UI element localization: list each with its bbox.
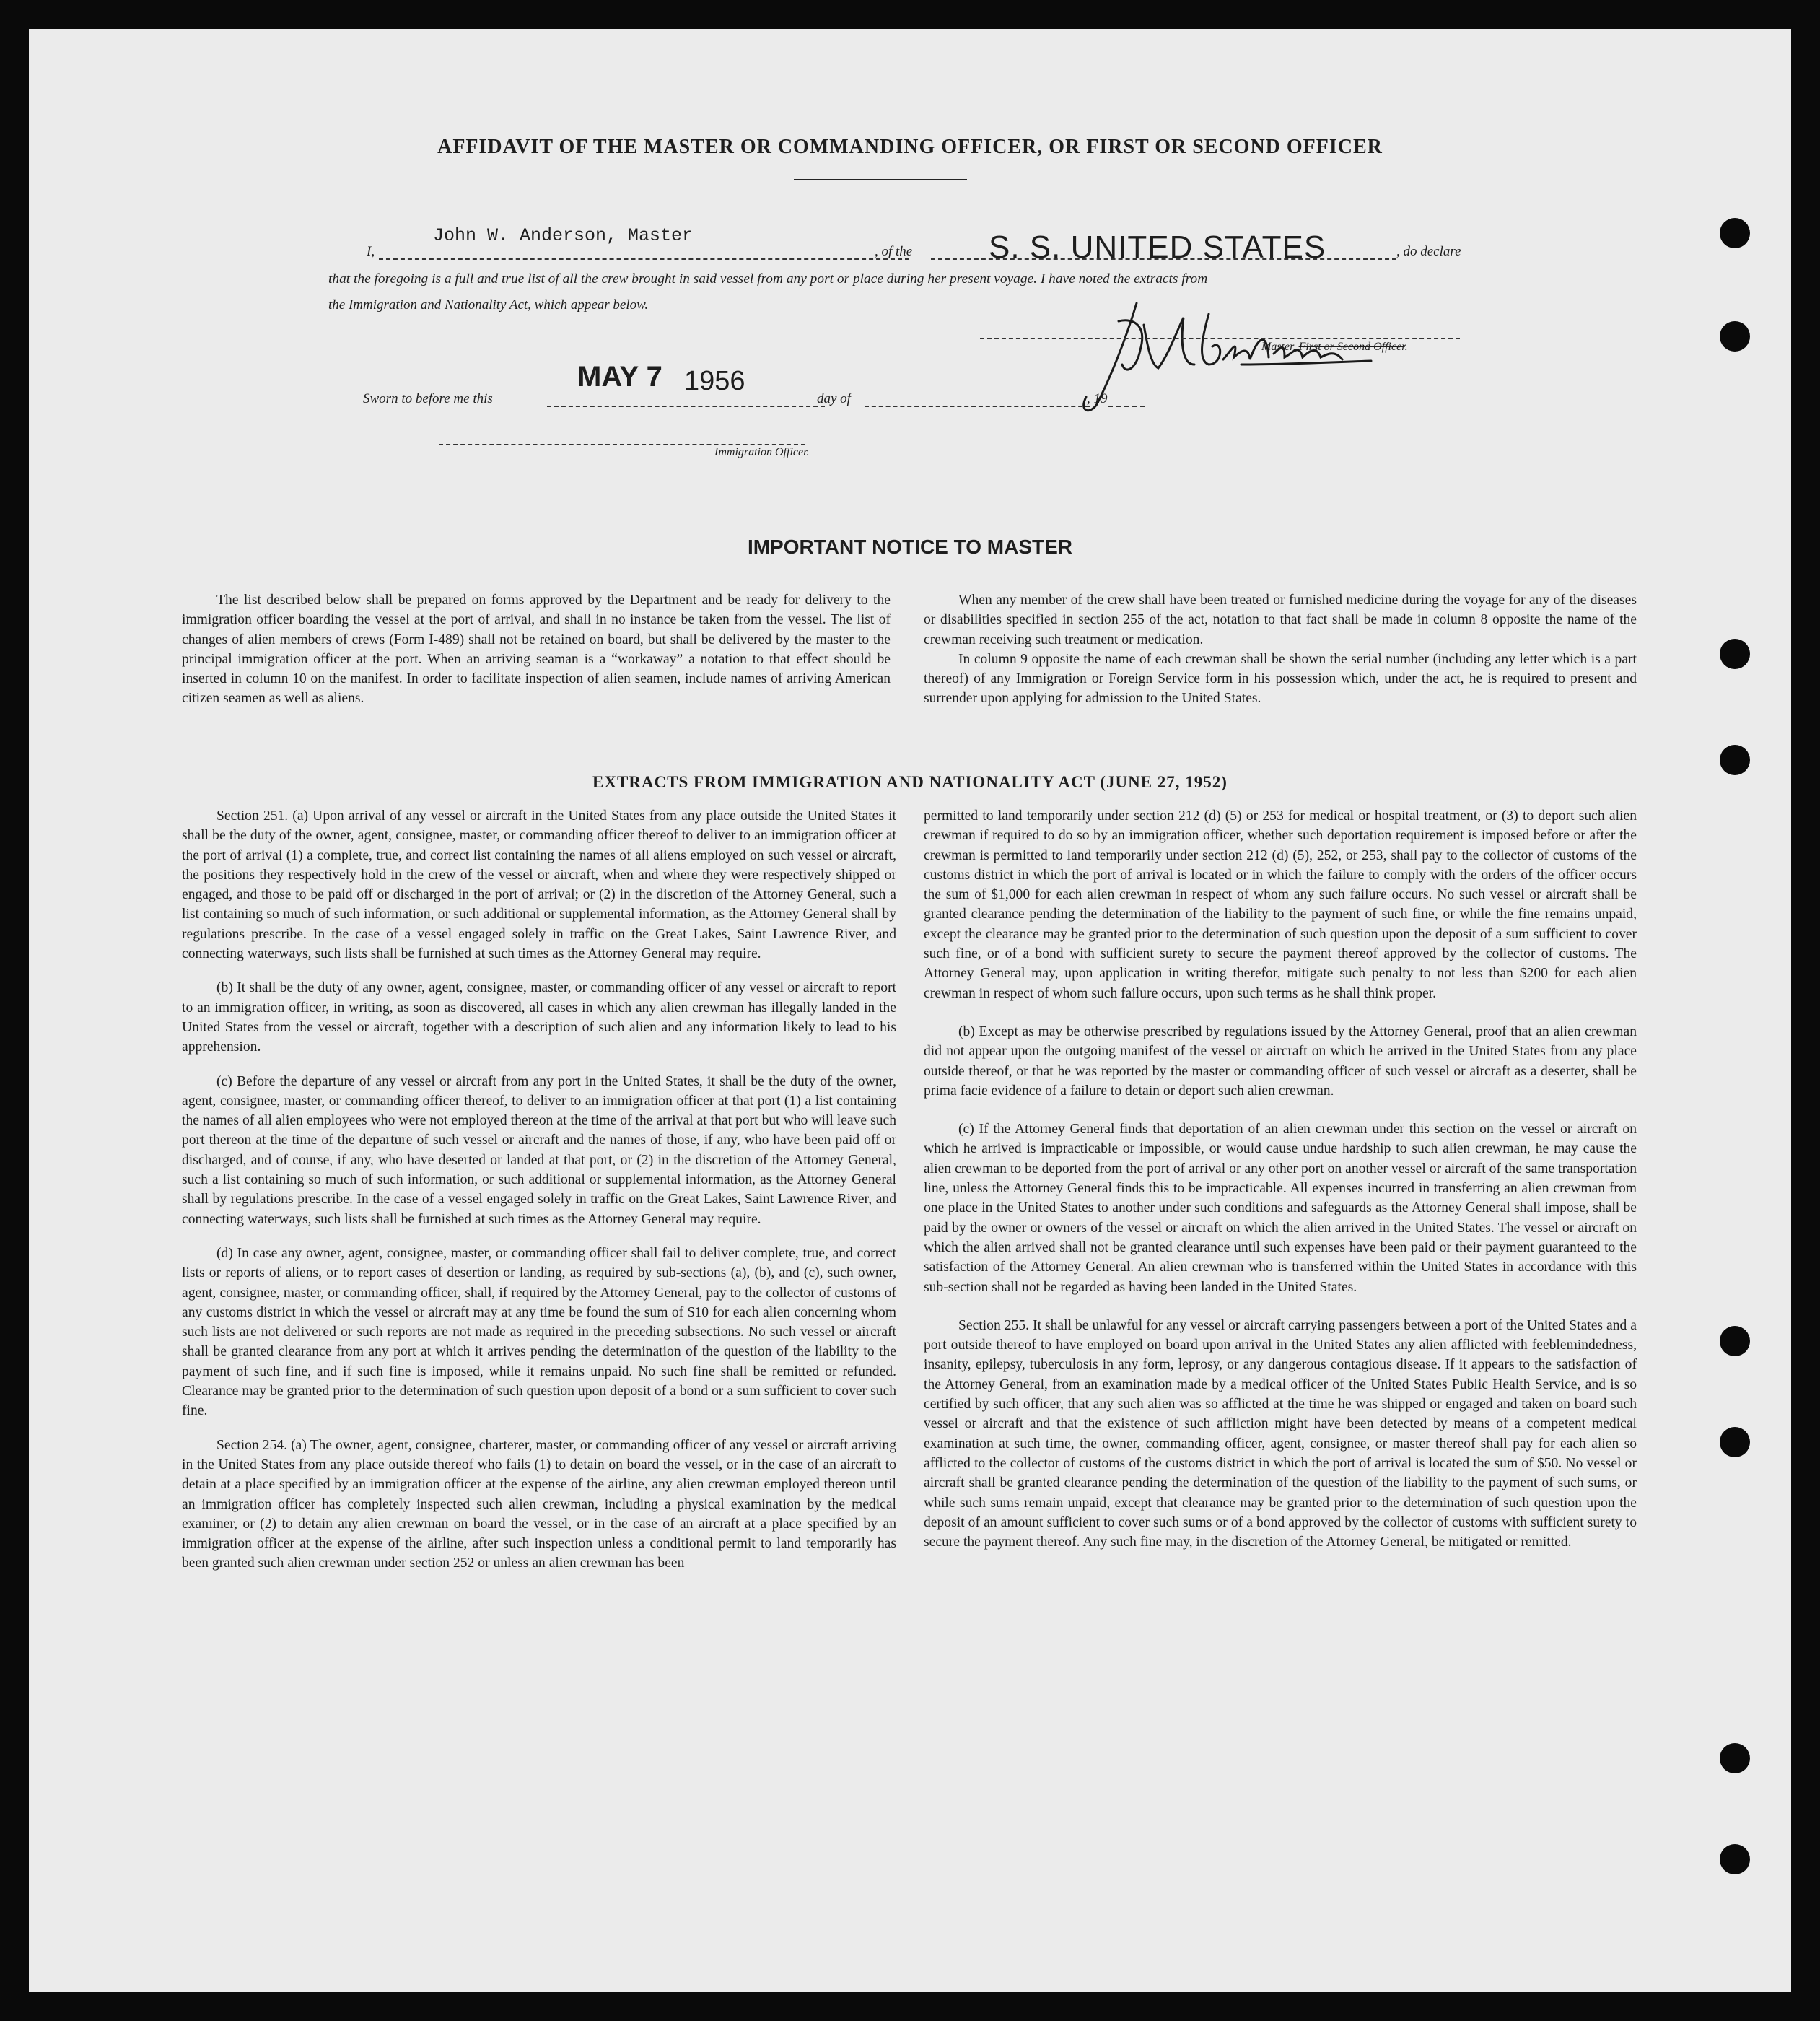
punch-hole xyxy=(1720,218,1750,248)
declaration-line-1: that the foregoing is a full and true list of all the crew brought in said vessel from any port or place during her present voyage. I have noted the extracts from xyxy=(328,271,1208,287)
notice-heading: IMPORTANT NOTICE TO MASTER xyxy=(747,536,1073,558)
punch-hole xyxy=(1720,1844,1750,1874)
section-251a: Section 251. (a) Upon arrival of any vessel or aircraft in the United States from any place outside the United States it shall be the duty of the owner, agent, consignee, master, or commanding officer thereof to deliver to an immigration officer at the port of arrival (1) a complete, true, and correct list containing the names of all aliens employed on such vessel or aircraft, the positions they respectively hold in the crew of the vessel or aircraft, when and where they were respectively shipped or engaged, and those to be paid off or discharged in the port of arrival; or (2) in the discretion of the Attorney General, such a list containing so much of such information, or such additional or supplemental information, as the Attorney General shall by regulations prescribe. In the case of a vessel engaged solely in traffic on the Great Lakes, Saint Lawrence River, and connecting waterways, such lists shall be furnished at such times as the Attorney General may require. xyxy=(182,808,896,962)
of-the-label: , of the xyxy=(875,244,913,259)
year-line xyxy=(1108,406,1145,407)
extracts-right-column xyxy=(924,806,1637,1566)
date-stamp-year: 1956 xyxy=(684,366,745,396)
extracts-left-column xyxy=(182,806,896,1588)
affidavit-title: AFFIDAVIT OF THE MASTER OR COMMANDING OFFICER, OR FIRST OR SECOND OFFICER xyxy=(437,136,1383,158)
notice-left-column xyxy=(182,590,891,709)
document-page xyxy=(29,29,1791,1992)
master-caption-struck: First or Second Officer xyxy=(1298,341,1405,353)
notice-left-paragraph: The list described below shall be prepared on forms approved by the Department and be ready for delivery to the immigration officer boarding the vessel at the port of arrival, and shall in no instance be taken from the vessel. The list of changes of alien members of crews (Form I-489) shall not be retained on board, but shall be delivered by the master to the principal immigration officer at the port. When an arriving seaman is a “workaway” a notation to that effect should be inserted in column 10 on the manifest. In order to facilitate inspection of alien seamen, include names of arriving American citizen seamen as well as aliens. xyxy=(182,593,891,707)
punch-hole xyxy=(1720,321,1750,352)
notice-right-column xyxy=(924,590,1637,709)
signature-line xyxy=(980,338,1460,339)
year-prefix: , 19 xyxy=(1087,391,1108,406)
date-stamp: MAY 7 xyxy=(577,361,662,393)
declaration-line-2: the Immigration and Nationality Act, which appear below. xyxy=(328,297,649,313)
section-251c: (c) Before the departure of any vessel or aircraft from any port in the United States, it shall be the duty of the owner, agent, consignee, master, or commanding officer thereof, to deliver to an immigration officer at that port (1) a list containing the names of all alien employees who were not employed thereon at the time of the arrival at that port but who will leave such port thereon at the time of the departure of such vessel or aircraft and the names of those, if any, who have been paid off or discharged, and of course, if any, who have deserted or landed at that port, or (2) in the discretion of the Attorney General, such a list containing so much of such information, or such additional or supplemental information, as the Attorney General shall by regulations prescribe. In the case of a vessel engaged solely in traffic on the Great Lakes, Saint Lawrence River, and connecting waterways, such lists shall be furnished at such times as the Attorney General may require. xyxy=(182,1073,896,1227)
notice-right-paragraph-2: In column 9 opposite the name of each crewman shall be shown the serial number (including any letter which is a part thereof) of any Immigration or Foreign Service form in his possession which, under the act, he is required to present and surrender upon applying for admission to the United States. xyxy=(924,651,1637,707)
section-254b: (b) Except as may be otherwise prescribed by regulations issued by the Attorney General, proof that an alien crewman did not appear upon the outgoing manifest of the vessel or aircraft on which he arrived in the United States from any place outside thereof, or that he was reported by the master or commanding officer of such vessel or aircraft as a deserter, shall be prima facie evidence of a failure to detain or deport such alien crewman. xyxy=(924,1023,1637,1099)
immigration-officer-caption: Immigration Officer. xyxy=(714,446,810,458)
sworn-day-line xyxy=(547,406,825,407)
notice-right-paragraph-1: When any member of the crew shall have been treated or furnished medicine during the voyage for any of the diseases or disabilities specified in section 255 of the act, notation to that fact shall be made in column 8 opposite the name of the crewman receiving such treatment or medication. xyxy=(924,593,1637,647)
section-254c: (c) If the Attorney General finds that deportation of an alien crewman under this section on the vessel or aircraft on which he arrived is impracticable or impossible, or would cause undue hardship to such alien crewman, he may cause the alien crewman to be deported from the port of arrival or any other port on another vessel or aircraft of the same transportation line, unless the Attorney General finds this to be impracticable. All expenses incurred in transferring an alien crewman from one place in the United States to another under such conditions and safeguards as the Attorney General shall impose, shall be paid by the owner or owners of the vessel or aircraft on which the alien arrived in the United States. The vessel or aircraft on which the alien arrived shall not be granted clearance until such expenses have been paid or their payment guaranteed to the satisfaction of the Attorney General. An alien crewman who is transferred within the United States in accordance with this sub-section shall not be regarded as having been landed in the United States. xyxy=(924,1122,1637,1295)
title-rule xyxy=(794,179,967,180)
vessel-name-field: S. S. UNITED STATES xyxy=(989,230,1326,265)
section-251d: (d) In case any owner, agent, consignee, master, or commanding officer shall fail to deliver complete, true, and correct lists or reports of aliens, or to report cases of desertion or landing, as required by sub-sections (a), (b), and (c), such owner, agent, consignee, master, or commanding officer, shall, if required by the Attorney General, pay to the collector of customs of any customs district in which the vessel or aircraft may at any time be found the sum of $10 for each alien concerning whom such lists are not delivered or such reports are not made as required in the preceding subsections. No such vessel or aircraft shall be granted clearance from any port at which it arrives pending the determination of the question of the liability to the payment of such fine, and if such fine is imposed, while it remains unpaid. No such fine shall be remitted or refunded. Clearance may be granted prior to the determination of such question upon deposit of a bond or a sum sufficient to cover such fine. xyxy=(182,1245,896,1419)
i-label: I, xyxy=(367,244,375,259)
sworn-label: Sworn to before me this xyxy=(363,391,493,406)
extracts-heading: EXTRACTS FROM IMMIGRATION AND NATIONALITY ACT (JUNE 27, 1952) xyxy=(592,773,1228,791)
punch-hole xyxy=(1720,1743,1750,1773)
master-caption-end: . xyxy=(1404,341,1408,353)
master-name-field: John W. Anderson, Master xyxy=(433,225,694,246)
month-line xyxy=(865,406,1090,407)
officer-line xyxy=(439,444,805,445)
section-254a: Section 254. (a) The owner, agent, consignee, charterer, master, or commanding officer of any vessel or aircraft arriving in the United States from any place outside thereof who fails (1) to detain on board the vessel, or in the case of an aircraft to detain at a place specified by an immigration officer at the expense of the airline, any alien crewman employed thereon until an immigration officer has completely inspected such alien crewman, including a physical examination by the medical examiner, or (2) to detain any alien crewman on board the vessel, or in the case of an aircraft at a place specified by an immigration officer at the expense of the airline, after such inspection unless a conditional permit to land temporarily has been granted such alien crewman under section 252 or unless an alien crewman has been xyxy=(182,1437,896,1571)
master-caption-text: Master, xyxy=(1261,341,1296,353)
section-251b: (b) It shall be the duty of any owner, agent, consignee, master, or commanding officer of any vessel or aircraft to report to an immigration officer, in writing, as soon as discovered, all cases in which any alien crewman has illegally landed in the United States from the vessel or aircraft, together with a description of such alien and any information likely to lead to his apprehension. xyxy=(182,980,896,1055)
punch-hole xyxy=(1720,1427,1750,1457)
master-signature xyxy=(1068,296,1386,422)
do-declare-label: , do declare xyxy=(1396,244,1461,259)
name-line xyxy=(379,258,909,260)
section-254a-continued: permitted to land temporarily under section 212 (d) (5) or 253 for medical or hospital treatment, or (3) to deport such alien crewman if required to do so by an immigration officer, whether such deportation requirement is imposed before or after the crewman is permitted to land temporarily under section 212 (d) (5), 252, or 253, shall pay to the collector of customs of the customs district in which the port of arrival is located or in which the failure to comply with the orders of the officer occurs the sum of $1,000 for each alien crewman in respect of whom any such failure occurs. No such vessel or aircraft shall be granted clearance pending the determination of the liability to the payment of such fine, or while the fine remains unpaid, except the clearance may be granted prior to the determination of such question upon the deposit of a sum sufficient to cover such fine, or of a bond with sufficient surety to secure the payment thereof approved by the collector of customs. The Attorney General may, upon application in writing therefor, mitigate such penalty to not less than $200 for each alien crewman in respect of whom such failure occurs, upon such terms as he shall think proper. xyxy=(924,808,1637,1001)
punch-hole xyxy=(1720,1326,1750,1356)
section-255: Section 255. It shall be unlawful for any vessel or aircraft carrying passengers between a port of the United States and a port outside thereof to have employed on board upon arrival in the United States any alien afflicted with feeblemindedness, insanity, epilepsy, tuberculosis in any form, leprosy, or any dangerous contagious disease. If it appears to the satisfaction of the Attorney General, from an examination made by a medical officer of the United States Public Health Service, and is so certified by such officer, that any such alien was so afflicted at the time he was shipped or engaged and taken on board such vessel or aircraft and that the existence of such affliction might have been detected by means of a competent medical examination at such time, the owner, commanding officer, agent, consignee, or master thereof shall pay for each alien so afflicted to the collector of customs of the customs district in which the port of arrival is located the sum of $50. No vessel or aircraft shall be granted clearance pending the determination of the question of the liability to the payment of such sums, or while such sums remain unpaid, except that clearance may be granted prior to the determination of such question upon the deposit of an amount sufficient to cover such sums or of a bond approved by the collector of customs with sufficient surety to secure the payment thereof. Any such fine may, in the discretion of the Attorney General, be mitigated or remitted. xyxy=(924,1317,1637,1550)
punch-hole xyxy=(1720,639,1750,669)
punch-hole xyxy=(1720,745,1750,775)
master-caption xyxy=(1261,341,1408,354)
day-of-label: day of xyxy=(817,391,851,406)
